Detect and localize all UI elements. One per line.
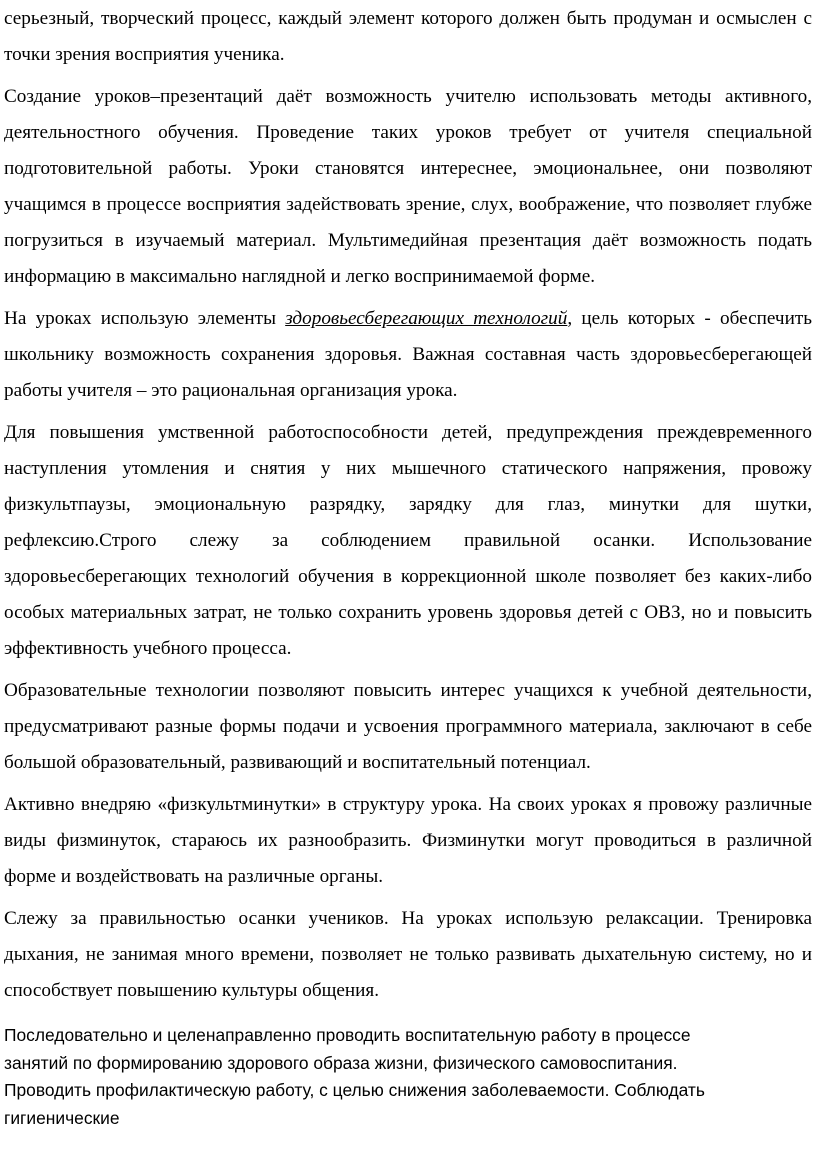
paragraph-3 [4,301,812,409]
paragraph-3-end: , цель которых - обеспечить школьнику возможность сохранения здоровья. Важная составная часть здоровьесберегающей работы учителя – это рациональная организация урока. [4,308,812,401]
closing-line-1: Последовательно и целенаправленно проводить воспитательную работу в процессе [4,1025,691,1045]
paragraph-5: Образовательные технологии позволяют повысить интерес учащихся к учебной деятельности, предусматривают разные формы подачи и усвоения программного материала, заключают в себе большой образовательный, развивающий и воспитательный потенциал. [4,680,812,773]
document-body [4,0,812,1009]
paragraph-6: Активно внедряю «физкультминутки» в структуру урока. На своих уроках я провожу различные виды физминуток, стараюсь их разнообразить. Физминутки могут проводиться в различной форме и воздействовать на различные органы. [4,794,812,887]
closing-line-4: гигиенические [4,1107,120,1128]
paragraph-3-start: На уроках использую элементы [4,308,286,329]
closing-block [4,1022,812,1132]
paragraph-1: серьезный, творческий процесс, каждый элемент которого должен быть продуман и осмыслен с точки зрения восприятия ученика. [4,8,812,65]
health-technologies-emphasis: здоровьесберегающих технологий [285,308,568,329]
paragraph-4: Для повышения умственной работоспособности детей, предупреждения преждевременного наступления утомления и снятия у них мышечного статического напряжения, провожу физкультпаузы, эмоциональную разрядку, зарядку для глаз, минутки для шутки, рефлексию.Строго слежу за соблюдением правильной осанки. Использование здоровьесберегающих технологий обучения в коррекционной школе позволяет без каких-либо особых материальных затрат, не только сохранить уровень здоровья детей с ОВЗ, но и повысить эффективность учебного процесса. [4,422,812,659]
paragraph-2: Создание уроков–презентаций даёт возможность учителю использовать методы активного, деятельностного обучения. Проведение таких уроков требует от учителя специальной подготовительной работы. Уроки становятся интереснее, эмоциональнее, они позволяют учащимся в процессе восприятия задействовать зрение, слух, воображение, что позволяет глубже погрузиться в изучаемый материал. Мультимедийная презентация даёт возможность подать информацию в максимально наглядной и легко воспринимаемой форме. [4,86,812,287]
closing-line-3: Проводить профилактическую работу, с целью снижения заболеваемости. Соблюдать [4,1080,705,1100]
closing-line-2: занятий по формированию здорового образа жизни, физического самовоспитания. [4,1052,678,1073]
paragraph-7: Слежу за правильностью осанки учеников. На уроках использую релаксации. Тренировка дыхания, не занимая много времени, позволяет не только развивать дыхательную систему, но и способствует повышению культуры общения. [4,908,812,1001]
